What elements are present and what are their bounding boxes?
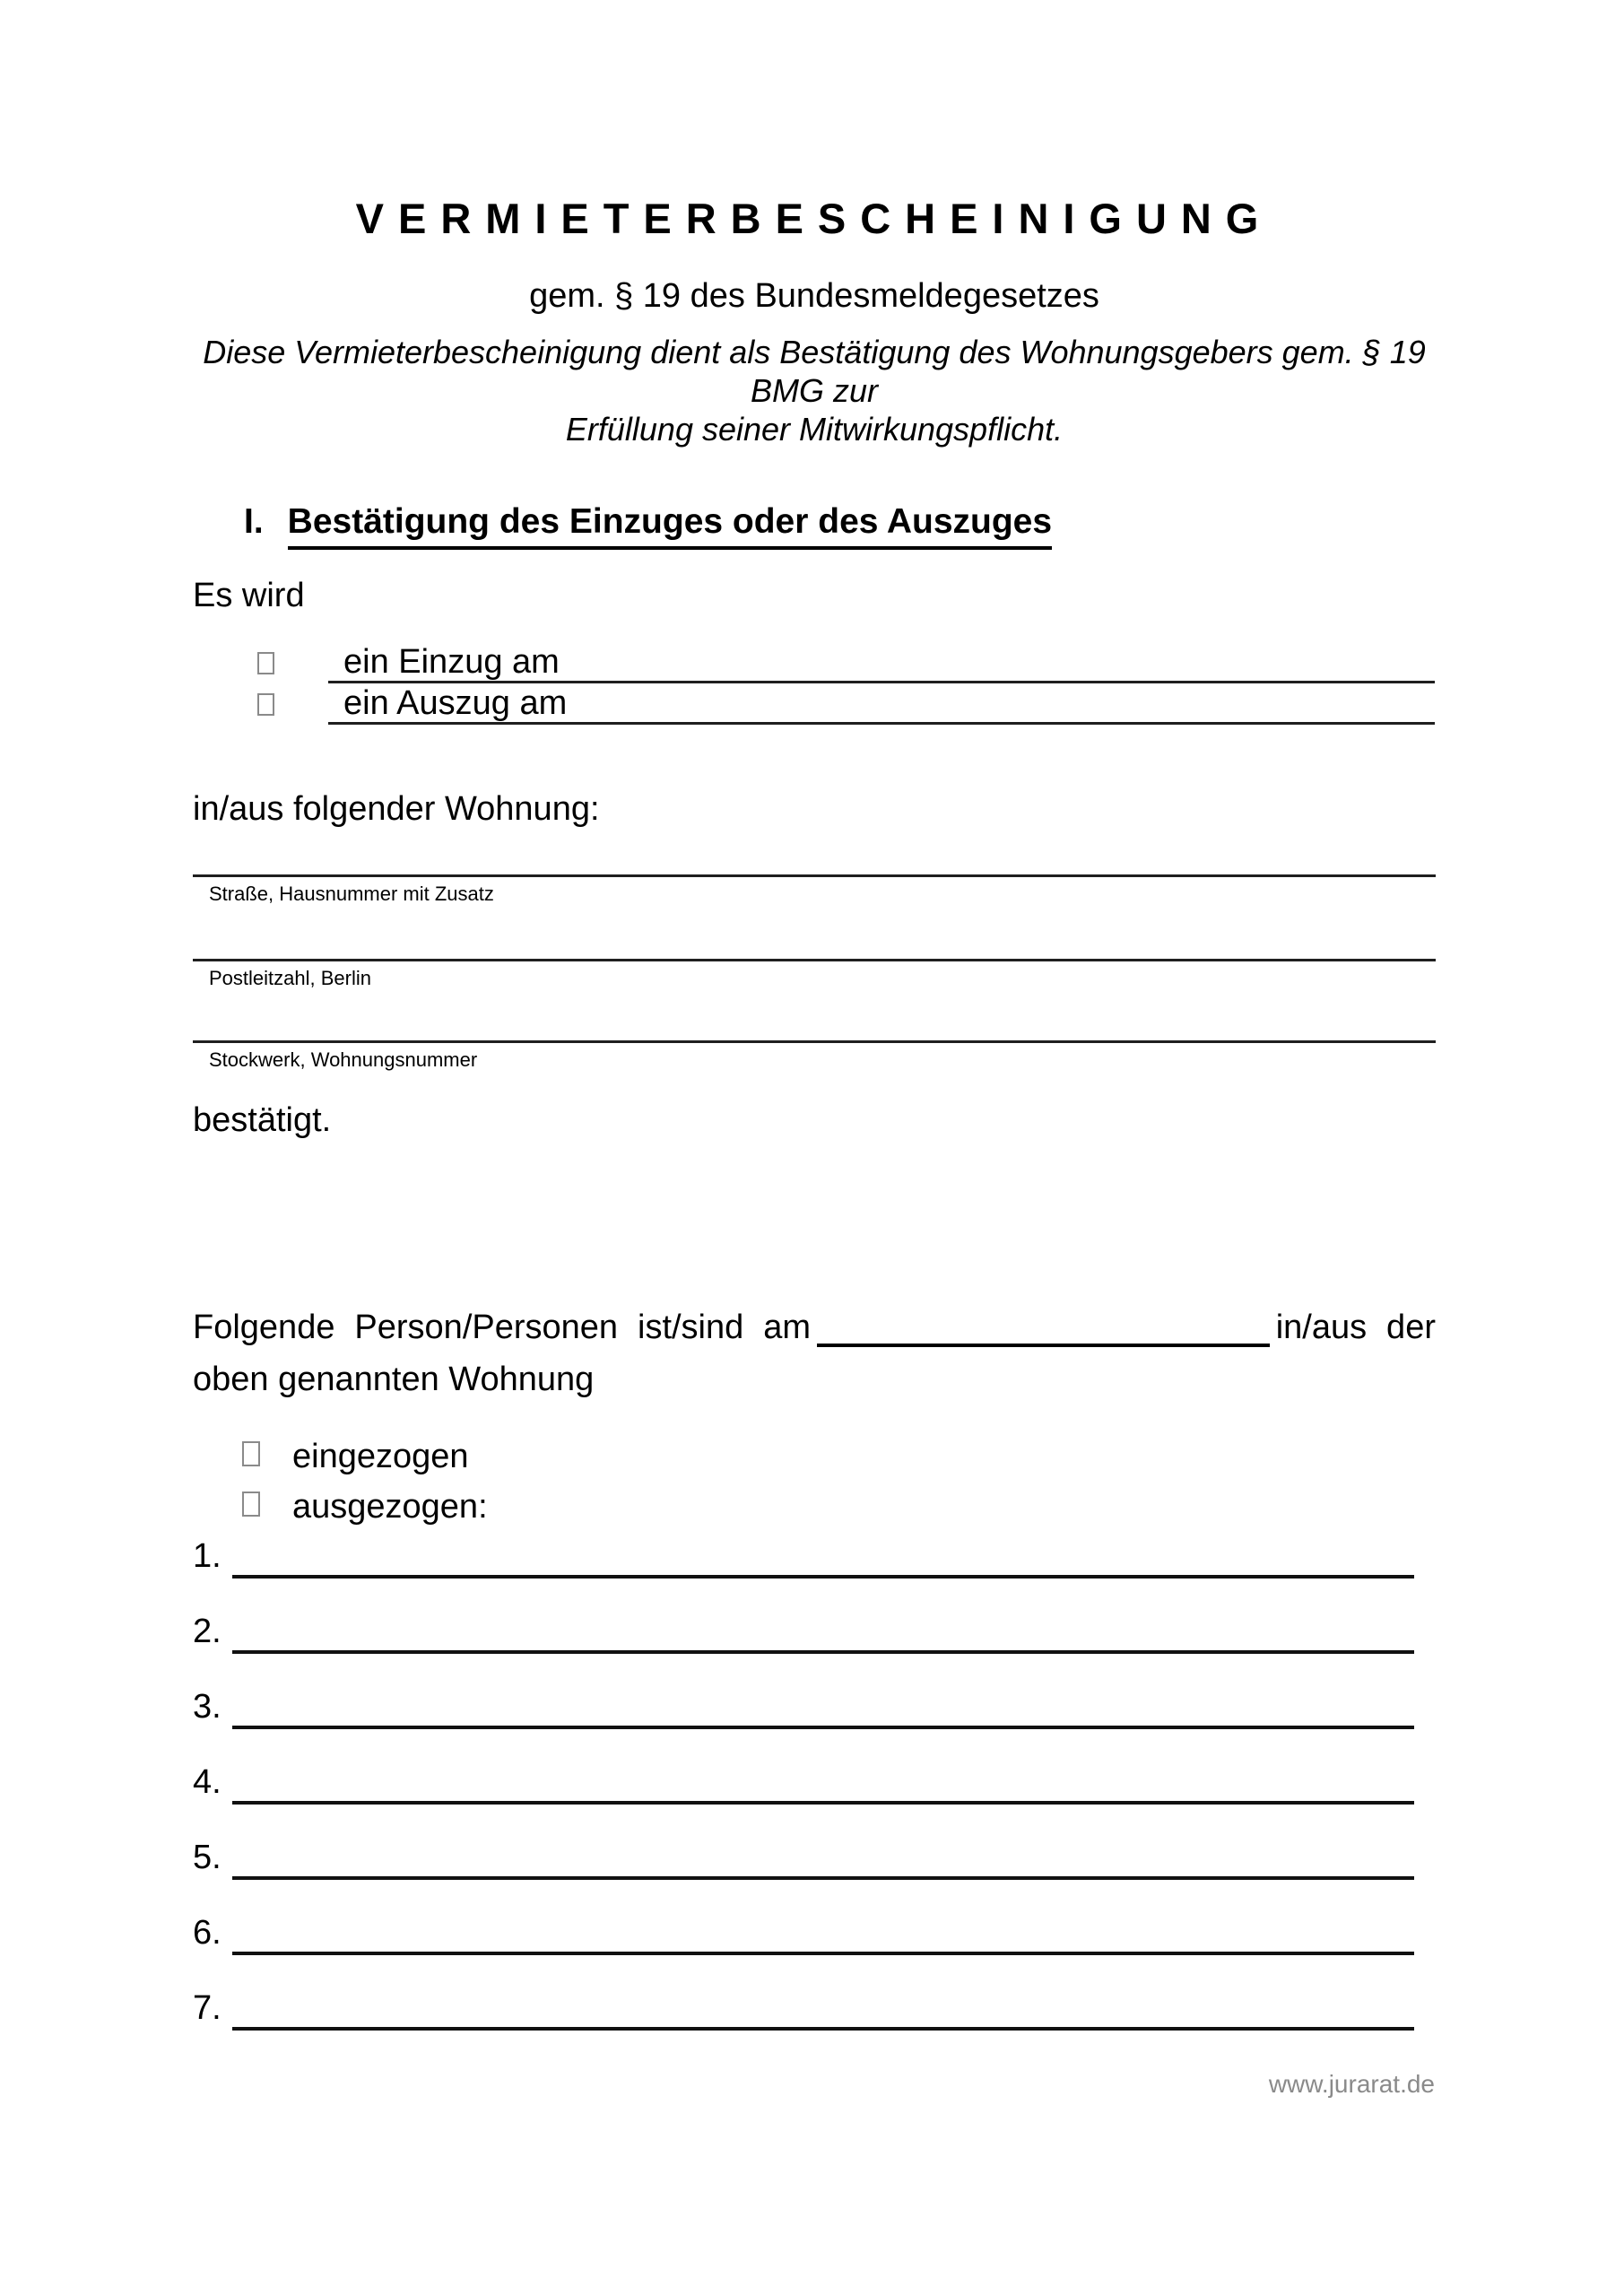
eingezogen-label: eingezogen [292,1438,469,1475]
document-subtitle: gem. § 19 des Bundesmeldegesetzes [529,277,1099,315]
person-line-field[interactable] [232,1952,1414,1955]
section-heading-text: Bestätigung des Einzuges oder des Auszuges [288,502,1052,550]
es-wird-label: Es wird [193,577,305,614]
postcode-field-label: Postleitzahl, Berlin [209,967,371,989]
street-field-label: Straße, Hausnummer mit Zusatz [209,883,494,905]
section-number: I. [244,502,264,541]
person-line-number: 1. [193,1537,221,1575]
person-line-field[interactable] [232,1726,1414,1729]
ausgezogen-label: ausgezogen: [292,1488,488,1526]
document-intro [193,333,1436,448]
wohnung-intro: in/aus folgender Wohnung: [193,790,600,828]
floor-field-line[interactable] [193,1040,1436,1043]
person-paragraph [193,1300,1436,1403]
person-date-blank[interactable] [817,1304,1270,1347]
auszug-date-field[interactable] [328,684,1435,725]
eingezogen-checkbox[interactable] [242,1441,260,1466]
intro-line-1: Diese Vermieterbescheinigung dient als Bestätigung des Wohnungsgebers gem. § 19 BMG zur [203,334,1426,409]
einzug-checkbox[interactable] [257,652,274,674]
person-line-number: 4. [193,1763,221,1801]
person-paragraph-line1 [193,1300,1436,1347]
auszug-checkbox[interactable] [257,693,274,716]
ausgezogen-checkbox[interactable] [242,1492,260,1517]
person-line-field[interactable] [232,1801,1414,1805]
einzug-label: ein Einzug am [343,643,560,681]
person-para-after: in/aus der [1275,1309,1436,1346]
person-line-field[interactable] [232,1876,1414,1880]
person-para-before: Folgende Person/Personen ist/sind am [193,1309,812,1346]
person-line-number: 6. [193,1914,221,1952]
postcode-field-line[interactable] [193,959,1436,961]
document-title: VERMIETERBESCHEINIGUNG [355,195,1273,242]
street-field-line[interactable] [193,874,1436,877]
person-line-field[interactable] [232,1650,1414,1654]
footer-website: www.jurarat.de [1268,2070,1435,2098]
auszug-label: ein Auszug am [343,684,568,722]
intro-line-2: Erfüllung seiner Mitwirkungspflicht. [565,411,1064,448]
person-line-number: 2. [193,1613,221,1650]
person-line-field[interactable] [232,1575,1414,1578]
einzug-date-field[interactable] [328,642,1435,683]
person-line-number: 5. [193,1839,221,1876]
person-paragraph-line2: oben genannten Wohnung [193,1361,595,1398]
person-line-number: 3. [193,1688,221,1726]
floor-field-label: Stockwerk, Wohnungsnummer [209,1048,478,1071]
section-1-heading [244,502,1052,550]
person-line-number: 7. [193,1989,221,2027]
bestaetigt-label: bestätigt. [193,1101,332,1139]
person-line-field[interactable] [232,2027,1414,2031]
